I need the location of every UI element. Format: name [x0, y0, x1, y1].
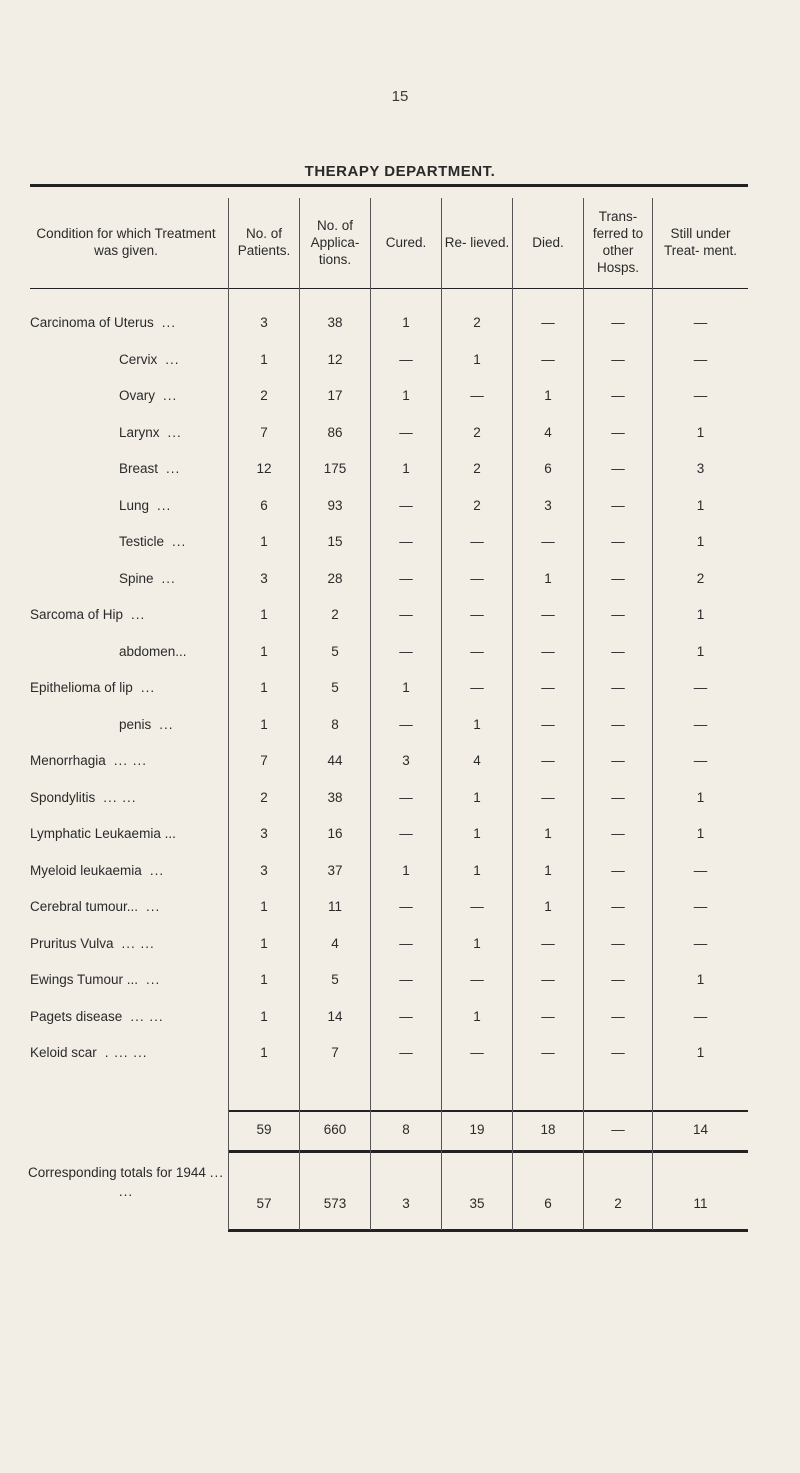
- cell-patients: 12: [256, 461, 272, 476]
- cell-transferred: —: [611, 826, 625, 841]
- cell-relieved: 35: [469, 1196, 485, 1211]
- cell-still-under: 1: [696, 643, 705, 659]
- condition-label: [30, 675, 155, 701]
- cell-patients: 1: [260, 935, 268, 951]
- cell-cured: 3: [402, 1196, 410, 1211]
- cell-died: 6: [544, 461, 552, 476]
- cell-relieved: 1: [473, 1008, 481, 1024]
- condition-label: [119, 420, 182, 446]
- leader-dots: ...: [159, 716, 174, 732]
- cell-applications: 573: [323, 1196, 347, 1211]
- condition-text: Spine: [119, 570, 154, 586]
- cell-transferred: —: [611, 1122, 625, 1137]
- table-row: [0, 639, 800, 665]
- cell-cured: 1: [402, 680, 410, 695]
- cell-cured: —: [399, 643, 413, 659]
- cell-cured: —: [399, 935, 413, 951]
- cell-applications: 11: [327, 899, 342, 914]
- table-row: [0, 894, 800, 920]
- condition-text: penis: [119, 716, 152, 732]
- cell-relieved: 2: [473, 424, 481, 440]
- condition-text: Keloid scar: [30, 1045, 97, 1060]
- cell-relieved: —: [470, 972, 484, 987]
- cell-transferred: —: [611, 497, 625, 513]
- cell-patients: 1: [260, 1008, 268, 1024]
- leader-dots: ...: [140, 680, 156, 695]
- leader-dots: ...: [165, 351, 180, 367]
- cell-died: 1: [544, 862, 552, 878]
- cell-patients: 1: [260, 534, 268, 549]
- condition-label: [119, 493, 171, 519]
- table-row: [0, 420, 800, 446]
- cell-transferred: —: [611, 862, 625, 878]
- cell-relieved: 19: [469, 1122, 485, 1137]
- cell-applications: 28: [327, 570, 343, 586]
- cell-still-under: 1: [696, 497, 705, 513]
- condition-label: [119, 529, 186, 555]
- cell-relieved: —: [470, 899, 484, 914]
- cell-patients: 1: [260, 716, 268, 732]
- table-row: [0, 493, 800, 519]
- cell-cured: 1: [402, 461, 410, 476]
- cell-still-under: 11: [693, 1196, 708, 1211]
- condition-text: Pruritus Vulva: [30, 935, 114, 951]
- condition-text: Epithelioma of lip: [30, 680, 133, 695]
- cell-relieved: —: [470, 570, 484, 586]
- cell-applications: 44: [327, 753, 343, 768]
- cell-still-under: 14: [692, 1122, 709, 1137]
- cell-patients: 2: [260, 388, 268, 403]
- cell-died: 1: [544, 570, 552, 586]
- cell-applications: 38: [327, 789, 343, 805]
- condition-label: [30, 967, 160, 993]
- corresponding-rule: [228, 1150, 748, 1153]
- leader-dots: ...: [161, 315, 177, 330]
- cell-died: —: [541, 1008, 555, 1024]
- cell-transferred: —: [611, 716, 625, 732]
- header-condition: Condition for which Treatment was given.: [36, 226, 216, 258]
- condition-text: Cervix: [119, 351, 158, 367]
- cell-cured: —: [399, 570, 413, 586]
- table-row: [0, 785, 800, 811]
- condition-label: [119, 347, 180, 373]
- cell-applications: 16: [327, 826, 343, 841]
- cell-died: 3: [544, 497, 552, 513]
- header-died: Died.: [532, 234, 564, 250]
- header-applications: No. of Applica- tions.: [310, 217, 360, 267]
- cell-patients: 2: [260, 789, 268, 805]
- table-row: [0, 858, 800, 884]
- cell-patients: 1: [260, 643, 268, 659]
- cell-died: 1: [544, 899, 552, 914]
- cell-applications: 14: [327, 1008, 343, 1024]
- table-row: [0, 675, 800, 701]
- cell-transferred: —: [611, 534, 625, 549]
- header-transferred: Trans- ferred to other Hosps.: [592, 209, 644, 275]
- cell-cured: —: [399, 716, 413, 732]
- table-row: [0, 1040, 800, 1066]
- cell-still-under: 1: [696, 424, 705, 440]
- condition-label: [30, 748, 147, 774]
- cell-died: 1: [544, 826, 552, 841]
- header-patients: No. of Patients.: [237, 226, 291, 258]
- cell-applications: 4: [331, 935, 339, 951]
- condition-text: Cerebral tumour...: [30, 899, 139, 914]
- cell-patients: 1: [260, 972, 268, 987]
- cell-cured: —: [399, 534, 413, 549]
- cell-died: 4: [544, 424, 552, 440]
- condition-label: [119, 639, 195, 665]
- cell-transferred: —: [611, 753, 625, 768]
- cell-transferred: —: [611, 1045, 625, 1060]
- header-relieved: Re- lieved.: [444, 234, 510, 250]
- cell-cured: 1: [402, 862, 410, 878]
- table-row: [0, 821, 800, 847]
- cell-relieved: 1: [473, 351, 481, 367]
- cell-died: —: [541, 935, 555, 951]
- cell-cured: 8: [402, 1122, 410, 1137]
- cell-died: 18: [540, 1122, 556, 1137]
- cell-patients: 57: [256, 1196, 272, 1211]
- cell-applications: 12: [327, 351, 343, 367]
- table-row: [0, 566, 800, 592]
- table-row: [0, 529, 800, 555]
- table-bottom-rule: [228, 1229, 748, 1232]
- condition-text: Ewings Tumour ...: [30, 972, 139, 987]
- table-top-rule: [30, 184, 748, 187]
- cell-patients: 3: [260, 570, 268, 586]
- cell-relieved: —: [470, 1045, 484, 1060]
- cell-applications: 5: [331, 680, 339, 695]
- cell-still-under: 1: [696, 789, 705, 805]
- cell-patients: 59: [256, 1122, 272, 1137]
- cell-died: —: [541, 643, 555, 659]
- cell-still-under: —: [693, 716, 708, 732]
- table-row: [0, 383, 800, 409]
- condition-text: Lung: [119, 497, 150, 513]
- leader-dots: . ... ...: [104, 1045, 148, 1060]
- condition-label: [30, 310, 176, 336]
- cell-still-under: 1: [696, 607, 705, 622]
- cell-still-under: 1: [696, 972, 705, 987]
- leader-dots: ...: [146, 899, 161, 914]
- condition-text: Menorrhagia: [30, 753, 106, 768]
- cell-transferred: —: [611, 935, 625, 951]
- cell-still-under: —: [693, 680, 708, 695]
- table-row: [0, 1004, 800, 1030]
- cell-died: —: [541, 315, 555, 330]
- table-row: [0, 347, 800, 373]
- cell-cured: —: [399, 607, 413, 622]
- cell-died: —: [541, 1045, 555, 1060]
- totals-row: [0, 1110, 800, 1136]
- condition-text: Ovary: [119, 388, 156, 403]
- corresponding-totals-row: [0, 1184, 800, 1210]
- cell-still-under: —: [693, 351, 708, 367]
- leader-dots: ...: [172, 534, 187, 549]
- cell-relieved: 2: [473, 497, 481, 513]
- condition-text: Carcinoma of Uterus: [30, 315, 154, 330]
- table-row: [0, 931, 800, 957]
- table-row: [0, 748, 800, 774]
- leader-dots: ...: [157, 497, 172, 513]
- cell-still-under: 1: [696, 1045, 705, 1060]
- condition-text: Pagets disease: [30, 1008, 123, 1024]
- cell-applications: 17: [327, 388, 343, 403]
- cell-transferred: —: [611, 351, 625, 367]
- cell-transferred: —: [611, 315, 625, 330]
- cell-died: —: [541, 534, 555, 549]
- cell-applications: 86: [327, 424, 343, 440]
- cell-relieved: —: [470, 607, 484, 622]
- cell-transferred: —: [611, 424, 625, 440]
- cell-died: —: [541, 789, 555, 805]
- cell-relieved: 1: [473, 862, 481, 878]
- cell-still-under: —: [693, 753, 708, 768]
- leader-dots: ... ...: [121, 935, 155, 951]
- header-still-under-treatment: Still under Treat- ment.: [663, 226, 738, 258]
- cell-died: 6: [544, 1196, 552, 1211]
- cell-cured: 1: [402, 315, 410, 330]
- table-row: [0, 310, 800, 336]
- leader-dots: ...: [167, 424, 182, 440]
- condition-text: Spondylitis: [30, 789, 96, 805]
- cell-transferred: —: [611, 972, 625, 987]
- cell-cured: —: [399, 497, 413, 513]
- leader-dots: ...: [146, 972, 161, 987]
- cell-transferred: —: [611, 607, 625, 622]
- cell-applications: 175: [323, 461, 347, 476]
- leader-dots: ...: [163, 388, 178, 403]
- cell-relieved: —: [470, 534, 484, 549]
- cell-applications: 5: [331, 972, 339, 987]
- cell-died: —: [541, 753, 555, 768]
- condition-text: Myeloid leukaemia: [30, 862, 142, 878]
- condition-label: [119, 712, 174, 738]
- cell-patients: 7: [260, 424, 268, 440]
- cell-still-under: —: [693, 935, 708, 951]
- condition-text: Breast: [119, 461, 159, 476]
- cell-still-under: —: [693, 1008, 708, 1024]
- cell-relieved: 2: [473, 461, 481, 476]
- cell-died: —: [541, 351, 555, 367]
- cell-relieved: 1: [473, 935, 481, 951]
- cell-still-under: 3: [696, 461, 705, 476]
- table-row: [0, 967, 800, 993]
- cell-applications: 93: [327, 497, 343, 513]
- cell-still-under: 2: [696, 570, 705, 586]
- cell-transferred: —: [611, 899, 625, 914]
- condition-label: [119, 383, 177, 409]
- condition-label: [119, 566, 176, 592]
- cell-transferred: —: [611, 388, 625, 403]
- cell-still-under: 1: [696, 534, 705, 549]
- cell-patients: 1: [260, 607, 268, 622]
- cell-cured: —: [399, 351, 413, 367]
- leader-dots: ...: [166, 461, 181, 476]
- condition-text: abdomen...: [119, 643, 187, 659]
- cell-relieved: —: [470, 680, 484, 695]
- condition-label: [30, 785, 137, 811]
- condition-label: [30, 858, 164, 884]
- cell-applications: 38: [327, 315, 343, 330]
- cell-relieved: 1: [473, 716, 481, 732]
- leader-dots: ...: [149, 862, 165, 878]
- cell-still-under: —: [693, 315, 708, 330]
- cell-patients: 7: [260, 753, 268, 768]
- cell-applications: 8: [331, 716, 339, 732]
- condition-label: [30, 602, 145, 628]
- cell-died: —: [541, 680, 555, 695]
- cell-cured: 1: [402, 388, 410, 403]
- cell-relieved: —: [470, 388, 484, 403]
- cell-transferred: —: [611, 680, 625, 695]
- cell-patients: 1: [260, 680, 268, 695]
- cell-died: 1: [544, 388, 552, 403]
- cell-still-under: —: [693, 862, 708, 878]
- cell-applications: 7: [331, 1045, 339, 1060]
- condition-text: Sarcoma of Hip: [30, 607, 124, 622]
- condition-label: [30, 1040, 148, 1066]
- cell-cured: —: [399, 789, 413, 805]
- table-row: [0, 456, 800, 482]
- cell-applications: 660: [323, 1122, 347, 1137]
- cell-patients: 1: [260, 351, 268, 367]
- cell-died: —: [541, 972, 555, 987]
- cell-cured: —: [399, 972, 413, 987]
- cell-died: —: [541, 716, 555, 732]
- cell-cured: —: [399, 1008, 413, 1024]
- corresponding-totals-label: Corresponding totals for 1944 ... ...: [28, 1165, 224, 1199]
- condition-label: [30, 931, 155, 957]
- leader-dots: ...: [161, 570, 176, 586]
- cell-relieved: 1: [473, 826, 481, 841]
- cell-patients: 3: [260, 862, 268, 878]
- cell-relieved: 4: [473, 753, 481, 768]
- page-title: THERAPY DEPARTMENT.: [304, 163, 496, 180]
- cell-cured: —: [399, 1045, 413, 1060]
- cell-still-under: 1: [696, 826, 705, 841]
- cell-still-under: —: [693, 899, 708, 914]
- condition-label: [30, 1004, 164, 1030]
- cell-relieved: 1: [473, 789, 481, 805]
- cell-applications: 15: [327, 534, 343, 549]
- condition-label: [30, 894, 160, 920]
- cell-cured: —: [399, 899, 413, 914]
- cell-patients: 1: [260, 899, 268, 914]
- cell-transferred: —: [611, 643, 625, 659]
- header-cured: Cured.: [385, 234, 427, 250]
- leader-dots: ... ...: [130, 1008, 164, 1024]
- condition-text: Testicle: [119, 534, 165, 549]
- table-row: [0, 712, 800, 738]
- page-number: 15: [391, 88, 409, 105]
- cell-transferred: —: [611, 1008, 625, 1024]
- table-row: [0, 602, 800, 628]
- leader-dots: ... ...: [103, 789, 137, 805]
- cell-cured: —: [399, 826, 413, 841]
- cell-still-under: —: [693, 388, 708, 403]
- cell-patients: 1: [260, 1045, 268, 1060]
- cell-applications: 2: [331, 607, 339, 622]
- cell-applications: 5: [331, 643, 339, 659]
- header-rule: [30, 288, 748, 289]
- cell-patients: 3: [260, 315, 268, 330]
- cell-transferred: —: [611, 570, 625, 586]
- cell-patients: 6: [260, 497, 268, 513]
- condition-text: Larynx: [119, 424, 160, 440]
- cell-applications: 37: [327, 862, 343, 878]
- cell-transferred: —: [611, 789, 625, 805]
- cell-died: —: [541, 607, 555, 622]
- condition-text: Lymphatic Leukaemia ...: [30, 826, 176, 841]
- condition-label: [119, 456, 180, 482]
- leader-dots: ...: [131, 607, 146, 622]
- cell-relieved: —: [470, 643, 484, 659]
- cell-relieved: 2: [473, 315, 481, 330]
- cell-transferred: —: [611, 461, 625, 476]
- leader-dots: ... ...: [113, 753, 148, 768]
- cell-cured: —: [399, 424, 413, 440]
- cell-patients: 3: [260, 826, 268, 841]
- cell-transferred: 2: [614, 1196, 622, 1211]
- cell-cured: 3: [402, 753, 410, 768]
- condition-label: [30, 821, 184, 847]
